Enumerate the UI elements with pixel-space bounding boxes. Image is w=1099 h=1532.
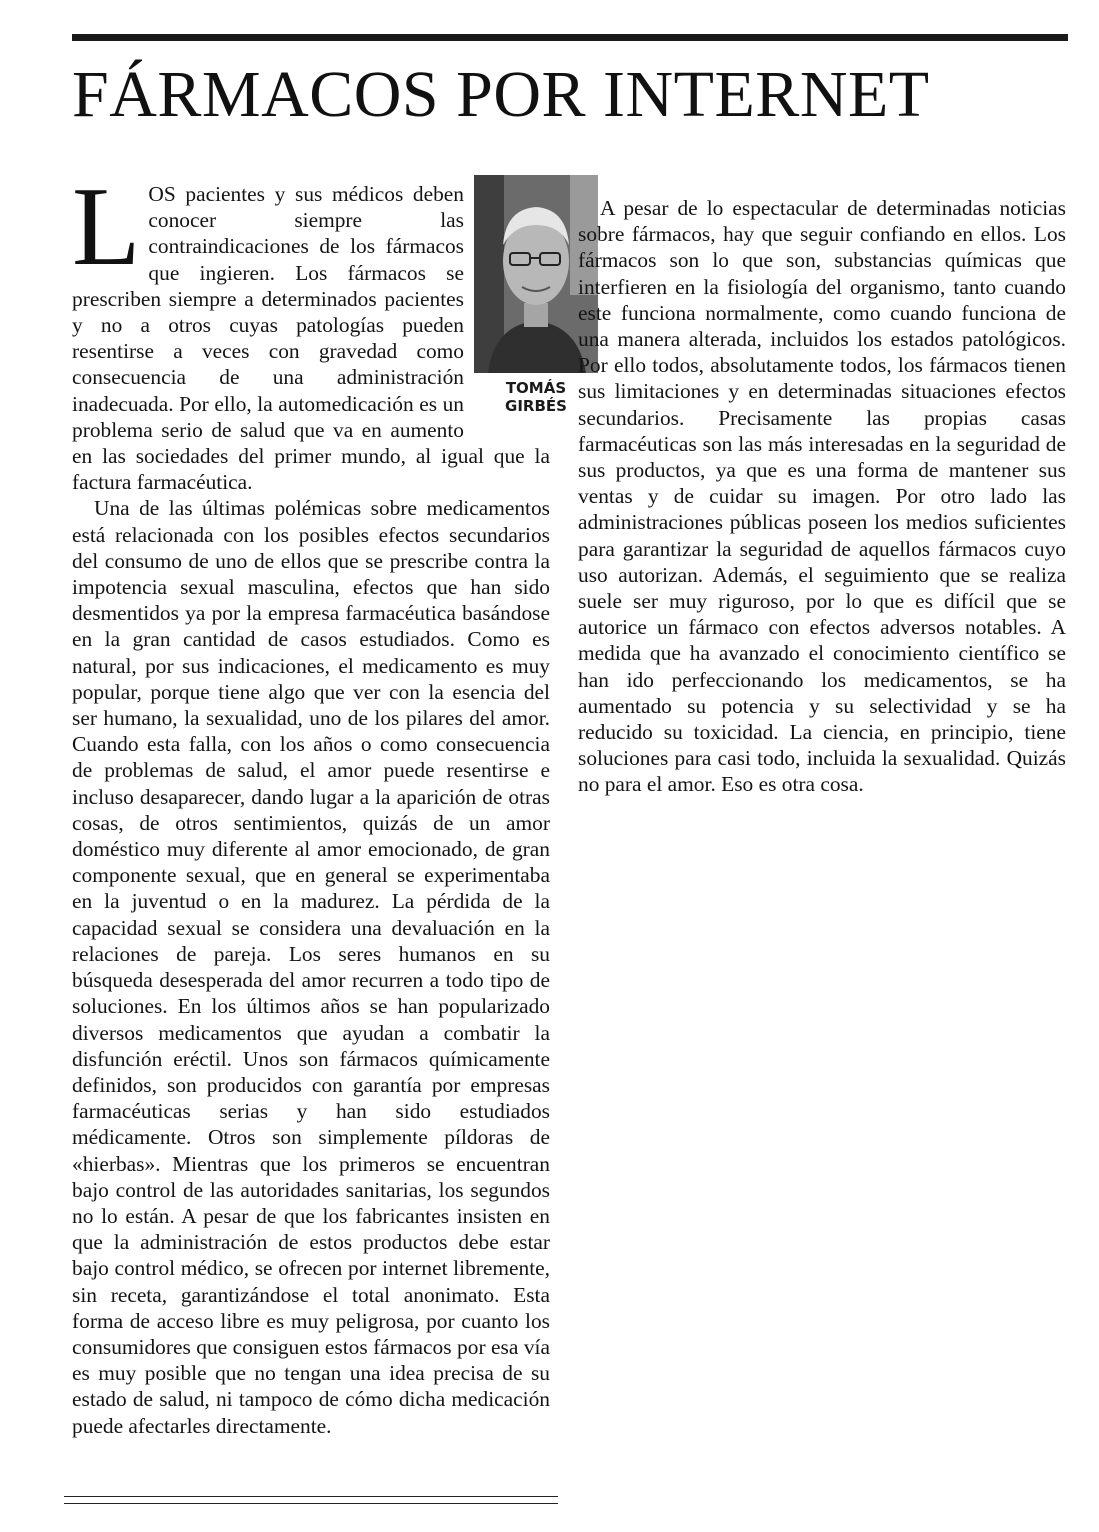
headline: FÁRMACOS POR INTERNET bbox=[72, 58, 930, 131]
article-column-right bbox=[578, 195, 1066, 798]
top-rule bbox=[72, 34, 1068, 41]
bottom-rule-2 bbox=[64, 1503, 558, 1504]
paragraph-3: A pesar de lo espectacular de determinadas noticias sobre fármacos, hay que seguir confiando en ellos. Los fármacos son lo que son, substancias químicas que interfieren en la fisiología del organismo, tanto cuando este funciona normalmente, como cuando funciona de una manera alterada, incluidos los estados patológicos. Por ello todos, absolutamente todos, los fármacos tienen sus limitaciones y en determinadas situaciones efectos secundarios. Precisamente las propias casas farmacéuticas son las más interesadas en la seguridad de sus productos, ya que es una forma de mantener sus ventas y de cuidar su imagen. Por otro lado las administraciones públicas poseen los medios suficientes para garantizar la seguridad de aquellos fármacos cuyo uso autorizan. Además, el seguimiento que se realiza suele ser muy riguroso, por lo que es difícil que se autorice un fármaco con efectos adversos notables. A medida que ha avanzado el conocimiento científico se han ido perfeccionando los medicamentos, se ha aumentado su potencia y su selectividad y se ha reducido su toxicidad. La ciencia, en principio, tiene soluciones para casi todo, incluida la sexualidad. Quizás no para el amor. Eso es otra cosa. bbox=[578, 196, 1066, 797]
paragraph-1-text: OS pacientes y sus médicos deben conocer siempre las contraindicaciones de los fármacos que ingieren. Los fármacos se prescriben siempre a determinados pacientes y no a otros cuyas patologías pueden resentirse a veces con gravedad como consecuencia de una administración inadecuada. Por ello, la automedicación es un problema serio de salud que va en aumento en las sociedades del primer mundo, al igual que la factura farmacéutica. bbox=[72, 182, 550, 495]
paragraph-2: Una de las últimas polémicas sobre medicamentos está relacionada con los posibles efectos secundarios del consumo de uno de ellos que se prescribe contra la impotencia sexual masculina, efectos que han sido desmentidos ya por la empresa farmacéutica basándose en la gran cantidad de casos estudiados. Como es natural, por sus indicaciones, el medicamento es muy popular, porque tiene algo que ver con la esencia del ser humano, la sexualidad, uno de los pilares del amor. Cuando esta falla, con los años o como consecuencia de problemas de salud, el amor puede resentirse e incluso desaparecer, dando lugar a la aparición de otras cosas, de otros sentimientos, quizás de un amor doméstico muy diferente al amor emocionado, de gran componente sexual, que en general se experimentaba en la juventud o en la madurez. La pérdida de la capacidad sexual se considera una devaluación en la relaciones de pareja. Los seres humanos en su búsqueda desesperada del amor recurren a todo tipo de soluciones. En los últimos años se han popularizado diversos medicamentos que ayudan a combatir la disfunción eréctil. Unos son fármacos químicamente definidos, son producidos con garantía por empresas farmacéuticas serias y han sido estudiados médicamente. Otros son simplemente píldoras de «hierbas». Mientras que los primeros se encuentran bajo control de las autoridades sanitarias, los segundos no lo están. A pesar de que los fabricantes insisten en que la administración de estos productos debe estar bajo control médico, se ofrecen por internet libremente, sin receta, garantizándose el total anonimato. Esta forma de acceso libre es muy peligrosa, por cuanto los consumidores que consiguen estos fármacos por esa vía es muy posible que no tengan una idea precisa de su estado de salud, ni tampoco de cómo dicha medicación puede afectarles directamente. bbox=[72, 496, 550, 1438]
author-last-name: GIRBÉS bbox=[505, 397, 567, 415]
bottom-rule-1 bbox=[64, 1496, 558, 1497]
drop-cap: L bbox=[72, 165, 141, 289]
article-column-left bbox=[72, 165, 567, 1439]
author-first-name: TOMÁS bbox=[505, 379, 567, 397]
